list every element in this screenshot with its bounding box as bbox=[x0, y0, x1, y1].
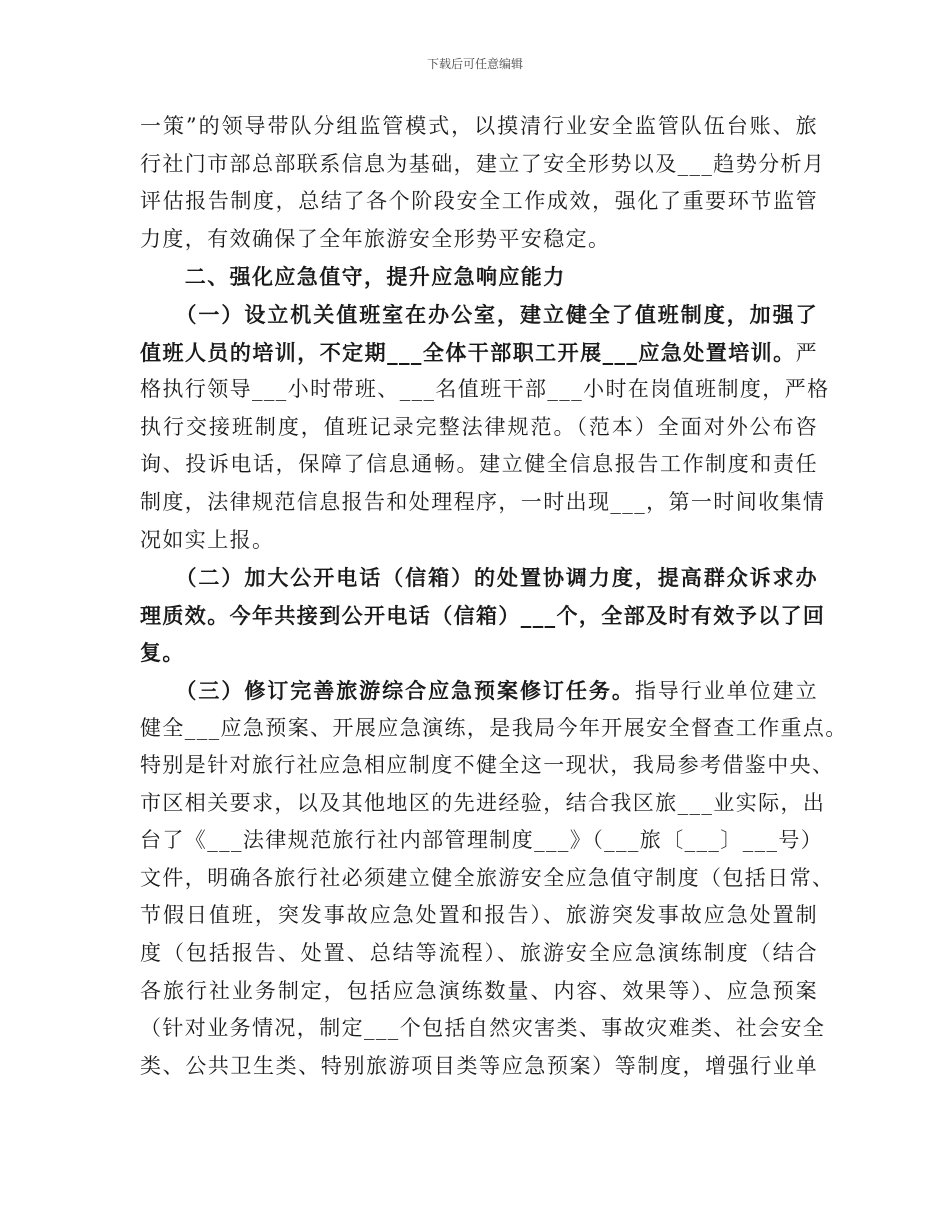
text-line: 二、强化应急值守，提升应急响应能力 bbox=[140, 264, 566, 290]
text-line: 健全___应急预案、开展应急演练，是我局今年开展安全督查工作重点。 bbox=[140, 715, 848, 740]
text-line: 一策”的领导带队分组监管模式，以摸清行业安全监管队伍台账、旅 bbox=[140, 114, 818, 138]
document-body bbox=[140, 108, 848, 1085]
text-line: 力度，有效确保了全年旅游安全形势平安稳定。 bbox=[140, 226, 611, 251]
text-line: 市区相关要求，以及其他地区的先进经验，结合我区旅___业实际，出 bbox=[140, 790, 826, 815]
text-line: 评估报告制度，总结了各个阶段安全工作成效，强化了重要环节监管 bbox=[140, 189, 818, 214]
text-line: 类、公共卫生类、特别旅游项目类等应急预案）等制度，增强行业单 bbox=[140, 1053, 818, 1078]
text-line: 复。 bbox=[140, 640, 185, 666]
text-line: 执行交接班制度，值班记录完整法律规范。（范本）全面对外公布咨 bbox=[140, 414, 818, 439]
text-line: （二）加大公开电话（信箱）的处置协调力度，提高群众诉求办 bbox=[140, 565, 818, 591]
text-line: 制度，法律规范信息报告和处理程序，一时出现___，第一时间收集情 bbox=[140, 489, 826, 514]
text-line: 特别是针对旅行社应急相应制度不健全这一现状，我局参考借鉴中央、 bbox=[140, 753, 835, 778]
text-line: 节假日值班，突发事故应急处置和报告）、旅游突发事故应急处置制 bbox=[140, 903, 818, 928]
text-line: 况如实上报。 bbox=[140, 527, 275, 552]
text-line: （三）修订完善旅游综合应急预案修订任务。指导行业单位建立 bbox=[140, 677, 818, 703]
text-line: 文件，明确各旅行社必须建立健全旅游安全应急值守制度（包括日常、 bbox=[140, 865, 835, 890]
text-line: （一）设立机关值班室在办公室，建立健全了值班制度，加强了 bbox=[140, 301, 818, 327]
text-line: 台了《___法律规范旅行社内部管理制度___》（___旅〔___〕___号） bbox=[140, 828, 824, 853]
text-line: 询、投诉电话，保障了信息通畅。建立健全信息报告工作制度和责任 bbox=[140, 452, 818, 477]
text-line: 理质效。今年共接到公开电话（信箱）___个，全部及时有效予以了回 bbox=[140, 602, 826, 628]
text-line: 值班人员的培训，不定期___全体干部职工开展___应急处置培训。严 bbox=[140, 339, 818, 365]
text-line: 行社门市部总部联系信息为基础，建立了安全形势以及___趋势分析月 bbox=[140, 151, 826, 176]
text-line: 度（包括报告、处置、总结等流程）、旅游安全应急演练制度（结合 bbox=[140, 941, 818, 966]
page-header: 下载后可任意编辑 bbox=[426, 57, 523, 71]
text-line: （针对业务情况，制定___个包括自然灾害类、事故灾难类、社会安全 bbox=[140, 1016, 826, 1041]
text-line: 格执行领导___小时带班、___名值班干部___小时在岗值班制度，严格 bbox=[140, 377, 830, 402]
text-line: 各旅行社业务制定，包括应急演练数量、内容、效果等）、应急预案 bbox=[140, 978, 818, 1003]
